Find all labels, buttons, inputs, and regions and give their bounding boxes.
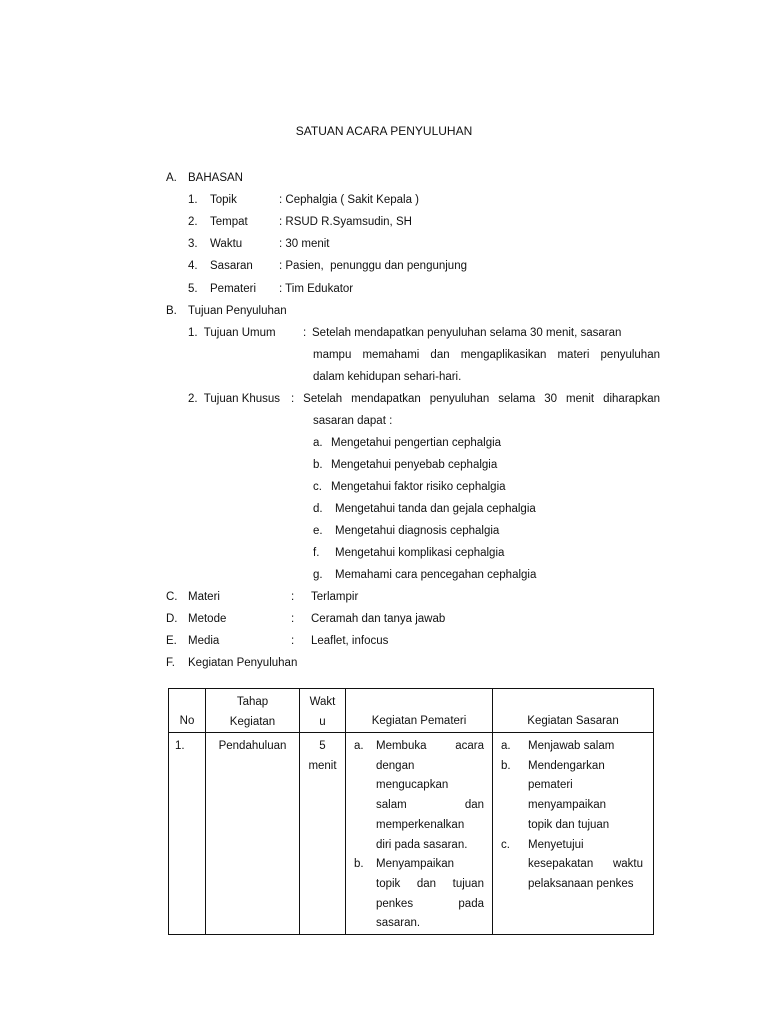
- cell-tahap: [206, 733, 300, 935]
- topik-label: Topik: [210, 194, 237, 206]
- topik-value: : Cephalgia ( Sakit Kepala ): [279, 194, 419, 206]
- pemateri-a-line-6: diri pada sasaran.: [376, 838, 468, 851]
- section-b-heading: Tujuan Penyuluhan: [188, 305, 287, 317]
- khusus-item-f-text: Mengetahui komplikasi cephalgia: [335, 547, 505, 559]
- section-c-colon: :: [291, 591, 295, 603]
- pemateri-a-line-1-w2: acara: [455, 740, 484, 752]
- header-sasaran-text: Kegiatan Sasaran: [527, 715, 619, 727]
- document-title: SATUAN ACARA PENYULUHAN: [295, 124, 473, 138]
- sasaran-value: : Pasien, penunggu dan pengunjung: [279, 260, 467, 272]
- topik-num: 1.: [188, 194, 198, 206]
- header-tahap-line-1: Tahap: [236, 696, 269, 708]
- khusus-item-c-marker: c.: [313, 481, 322, 493]
- pemateri-item-b-text: [376, 855, 484, 934]
- pemateri-a-line-1-w1: Membuka: [376, 740, 427, 752]
- cell-waktu: [300, 733, 346, 935]
- section-d-marker: D.: [166, 613, 178, 625]
- section-a-heading: BAHASAN: [188, 172, 243, 184]
- khusus-item-d-text: Mengetahui tanda dan gejala cephalgia: [335, 503, 536, 515]
- pemateri-b-line-2: [376, 875, 484, 895]
- header-waktu-line-2: u: [319, 716, 326, 728]
- pemateri-item-a-marker: a.: [354, 740, 364, 752]
- tujuan-umum-line-1-text: Setelah mendapatkan penyuluhan selama 30 menit, sasaran: [312, 327, 622, 339]
- header-pemateri: [346, 689, 493, 733]
- pemateri-a-line-5: memperkenalkan: [376, 818, 465, 831]
- pemateri-b-line-1: Menyampaikan: [376, 858, 454, 871]
- tujuan-umum-line-2: mampu memahami dan mengaplikasikan materi penyuluhan: [313, 349, 660, 361]
- khusus-item-e-marker: e.: [313, 525, 323, 537]
- tujuan-umum-colon: :: [303, 327, 307, 339]
- pemateri-item-b: [354, 855, 484, 934]
- pemateri-value: : Tim Edukator: [279, 283, 354, 295]
- pemateri-a-line-1: [376, 737, 484, 757]
- tempat-label: Tempat: [210, 216, 248, 228]
- sasaran-b-line-2: pemateri: [528, 779, 573, 792]
- section-a-marker: A.: [166, 172, 177, 184]
- cell-pemateri: [346, 733, 493, 935]
- cell-tahap-text: Pendahuluan: [218, 740, 287, 752]
- header-waktu-line-1: Wakt: [309, 696, 336, 708]
- sasaran-b-line-4: topik dan tujuan: [528, 818, 610, 831]
- sasaran-c-line-3: pelaksanaan penkes: [528, 877, 634, 890]
- tujuan-khusus-line-2: sasaran dapat :: [313, 415, 393, 427]
- sasaran-item-b: [501, 757, 643, 836]
- tujuan-umum-line-1: [312, 327, 660, 339]
- table-row: [169, 733, 654, 935]
- section-b-marker: B.: [166, 305, 177, 317]
- pemateri-a-line-2: dengan: [376, 759, 415, 772]
- tujuan-khusus-line-1: : Setelah mendapatkan penyuluhan selama 30 menit diharapkan: [291, 393, 660, 405]
- section-d-label: Metode: [188, 613, 227, 625]
- tempat-num: 2.: [188, 216, 198, 228]
- header-no: [169, 689, 206, 733]
- pemateri-a-line-3: mengucapkan: [376, 779, 449, 792]
- cell-waktu-line-2: menit: [308, 759, 337, 772]
- sasaran-c-line-2-w1: kesepakatan: [528, 858, 594, 871]
- section-e-value: Leaflet, infocus: [311, 635, 389, 647]
- sasaran-c-line-1: Menyetujui: [528, 838, 584, 851]
- section-c-marker: C.: [166, 591, 178, 603]
- tempat-value: : RSUD R.Syamsudin, SH: [279, 216, 412, 228]
- khusus-item-b-marker: b.: [313, 459, 323, 471]
- pemateri-b-line-4: sasaran.: [376, 917, 421, 930]
- header-tahap: [206, 689, 300, 733]
- section-f-heading: Kegiatan Penyuluhan: [188, 657, 298, 669]
- pemateri-b-line-3-w2: pada: [458, 897, 484, 910]
- section-c-value: Terlampir: [311, 591, 359, 603]
- sasaran-label: Sasaran: [210, 260, 253, 272]
- header-pemateri-text: Kegiatan Pemateri: [371, 715, 467, 727]
- section-c-label: Materi: [188, 591, 220, 603]
- sasaran-item-a-marker: a.: [501, 740, 511, 752]
- header-sasaran: [493, 689, 654, 733]
- sasaran-item-c: [501, 836, 643, 895]
- pemateri-item-a: [354, 737, 484, 855]
- waktu-value: : 30 menit: [279, 238, 330, 250]
- header-no-text: No: [179, 715, 195, 727]
- sasaran-item-a-text: [528, 737, 643, 757]
- pemateri-b-line-2-w2: dan: [416, 877, 437, 890]
- pemateri-a-line-4-w2: dan: [464, 799, 484, 812]
- tujuan-umum-label: 1. Tujuan Umum: [188, 327, 276, 339]
- sasaran-num: 4.: [188, 260, 198, 272]
- sasaran-item-c-text: [528, 836, 643, 895]
- khusus-item-g-marker: g.: [313, 569, 323, 581]
- sasaran-b-line-1: Mendengarkan: [528, 759, 605, 772]
- pemateri-num: 5.: [188, 283, 198, 295]
- khusus-item-a-text: Mengetahui pengertian cephalgia: [331, 437, 502, 449]
- section-e-label: Media: [188, 635, 220, 647]
- sasaran-c-line-2-w2: waktu: [612, 858, 643, 871]
- pemateri-a-line-4: [376, 796, 484, 816]
- table-header-row: [169, 689, 654, 733]
- header-waktu: [300, 689, 346, 733]
- sasaran-item-c-marker: c.: [501, 838, 510, 851]
- kegiatan-table: [168, 688, 654, 935]
- waktu-label: Waktu: [210, 238, 243, 250]
- tujuan-umum-line-3: dalam kehidupan sehari-hari.: [313, 371, 462, 383]
- cell-no: [169, 733, 206, 935]
- section-e-colon: :: [291, 635, 295, 647]
- sasaran-c-line-2: [528, 855, 643, 875]
- pemateri-item-a-text: [376, 737, 484, 855]
- section-f-marker: F.: [166, 657, 175, 669]
- pemateri-b-line-2-w3: tujuan: [452, 877, 484, 890]
- pemateri-item-b-marker: b.: [354, 858, 364, 871]
- sasaran-item-a: [501, 737, 643, 757]
- pemateri-b-line-3: [376, 895, 484, 915]
- khusus-item-c-text: Mengetahui faktor risiko cephalgia: [331, 481, 506, 493]
- pemateri-a-line-4-w1: salam: [376, 799, 407, 812]
- khusus-item-d-marker: d.: [313, 503, 323, 515]
- khusus-item-f-marker: f.: [313, 547, 320, 559]
- cell-sasaran: [493, 733, 654, 935]
- pemateri-b-line-3-w1: penkes: [376, 897, 414, 910]
- khusus-item-g-text: Memahami cara pencegahan cephalgia: [335, 569, 537, 581]
- pemateri-b-line-2-w1: topik: [376, 877, 401, 890]
- sasaran-item-b-marker: b.: [501, 759, 511, 772]
- khusus-item-e-text: Mengetahui diagnosis cephalgia: [335, 525, 500, 537]
- waktu-num: 3.: [188, 238, 198, 250]
- sasaran-item-b-text: [528, 757, 643, 836]
- tujuan-khusus-label: 2. Tujuan Khusus: [188, 393, 281, 405]
- section-d-value: Ceramah dan tanya jawab: [311, 613, 446, 625]
- sasaran-a-line-1: Menjawab salam: [528, 740, 615, 752]
- khusus-item-b-text: Mengetahui penyebab cephalgia: [331, 459, 498, 471]
- section-e-marker: E.: [166, 635, 177, 647]
- sasaran-b-line-3: menyampaikan: [528, 799, 606, 812]
- section-d-colon: :: [291, 613, 295, 625]
- pemateri-label: Pemateri: [210, 283, 257, 295]
- cell-no-text: 1.: [175, 740, 185, 752]
- header-tahap-line-2: Kegiatan: [229, 716, 276, 728]
- cell-waktu-line-1: 5: [319, 740, 326, 752]
- khusus-item-a-marker: a.: [313, 437, 323, 449]
